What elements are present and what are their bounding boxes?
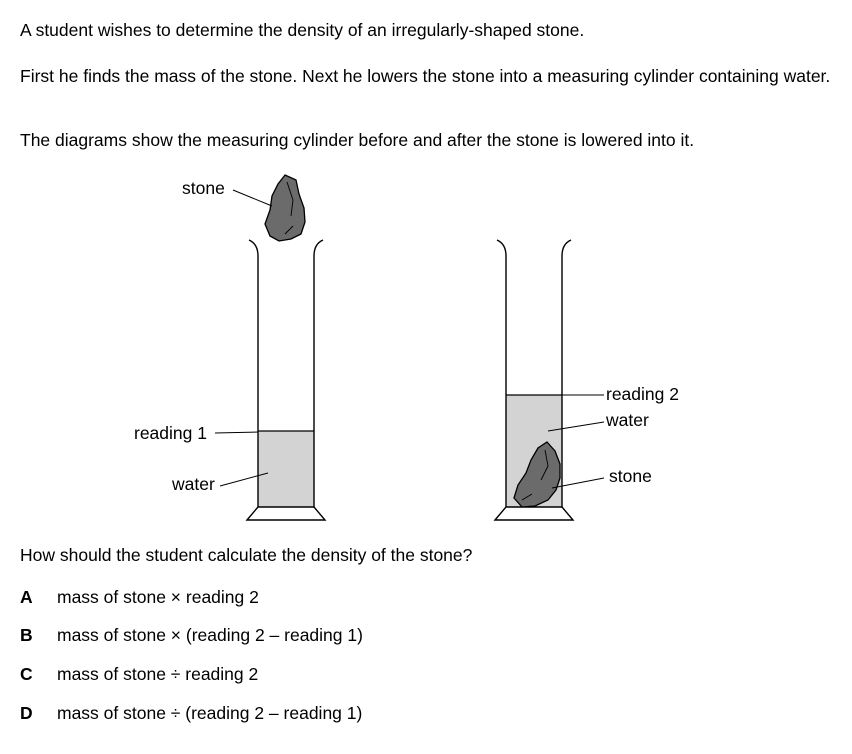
stone-label-before: stone (182, 178, 225, 198)
water-before (258, 431, 314, 507)
stone-label-after: stone (609, 466, 652, 486)
option-text: mass of stone ÷ reading 2 (57, 664, 259, 684)
option-letter: C (20, 664, 33, 684)
reading-1-label: reading 1 (134, 423, 207, 443)
measuring-cylinder-diagram (0, 160, 852, 530)
question-prompt: How should the student calculate the density of the stone? (20, 545, 473, 565)
diagram-caption: The diagrams show the measuring cylinder before and after the stone is lowered into it. (20, 130, 695, 150)
cylinder-base-before (247, 507, 325, 520)
cylinder-before (247, 240, 325, 520)
option-text: mass of stone ÷ (reading 2 – reading 1) (57, 703, 363, 723)
cylinder-base-after (495, 507, 573, 520)
water-label-after: water (606, 410, 649, 430)
option-letter: A (20, 587, 33, 607)
option-letter: B (20, 625, 33, 645)
reading-2-label: reading 2 (606, 384, 679, 404)
option-text: mass of stone × reading 2 (57, 587, 259, 607)
intro-text: A student wishes to determine the density of an irregularly-shaped stone. (20, 20, 585, 40)
option-text: mass of stone × (reading 2 – reading 1) (57, 625, 363, 645)
option-letter: D (20, 703, 33, 723)
stone-before (265, 175, 305, 241)
procedure-text: First he finds the mass of the stone. Next he lowers the stone into a measuring cylinder containing water. (20, 66, 831, 86)
water-label-before: water (172, 474, 215, 494)
